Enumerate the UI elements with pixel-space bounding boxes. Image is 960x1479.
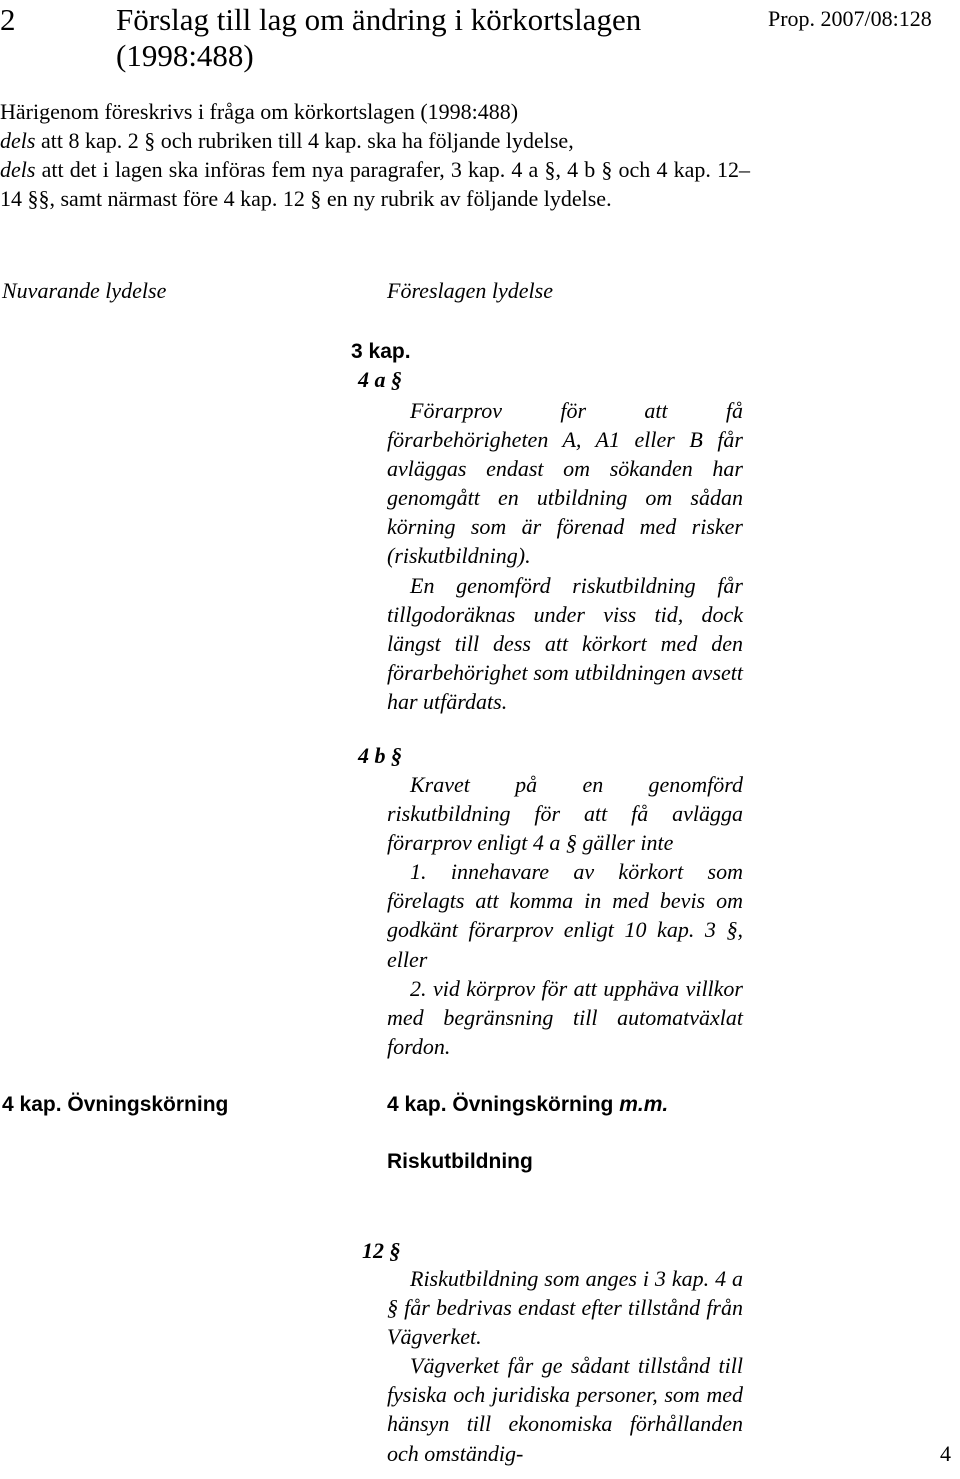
section-4b-item-2: 2. vid körprov för att upphäva villkor med begränsning till automatväxlat fordon.	[387, 975, 743, 1059]
intro-paragraph	[0, 97, 750, 213]
section-4a-paragraph-1: Förarprov för att få förarbehörigheten A, A1 eller B får avläggas endast om sökanden har genomgått en utbildning om sådan körning som är förenad med risker (riskutbildning).	[387, 398, 743, 569]
page-title: Förslag till lag om ändring i körkortslagen (1998:488)	[116, 2, 642, 73]
proposition-reference: Prop. 2007/08:128	[768, 6, 932, 31]
riskutbildning-subheading: Riskutbildning	[387, 1150, 533, 1173]
intro-line-3: att det i lagen ska införas fem nya paragrafer, 3 kap. 4 a §, 4 b § och 4 kap. 12–14 §§, samt närmast före 4 kap. 12 § en ny rubrik av följande lydelse.	[0, 157, 750, 211]
column-heading-current: Nuvarande lydelse	[2, 278, 167, 303]
chapter-4-heading-main: 4 kap. Övningskörning	[387, 1093, 614, 1116]
chapter-4-heading-proposed	[387, 1091, 668, 1119]
intro-line-2: att 8 kap. 2 § och rubriken till 4 kap. ska ha följande lydelse,	[35, 128, 574, 153]
chapter-4-heading-suffix: m.m.	[613, 1093, 669, 1116]
dels-word-1: dels	[0, 128, 36, 153]
section-4b-paragraph-1: Kravet på en genomförd riskutbildning för att få avlägga förarprov enligt 4 a § gäller inte	[387, 772, 743, 856]
section-4a-paragraph-2: En genomförd riskutbildning får tillgodoräknas under viss tid, dock längst till dess att körkort med den förarbehörighet som utbildningen avsett har utfärdats.	[387, 572, 743, 714]
section-4a-text	[387, 396, 743, 716]
section-12-paragraph-2: Vägverket får ge sådant tillstånd till fysiska och juridiska personer, som med hänsyn till ekonomiska förhållanden och omständig-	[387, 1353, 743, 1466]
chapter-4-heading-current: 4 kap. Övningskörning	[2, 1093, 229, 1116]
section-4b-text	[387, 770, 743, 1061]
section-4b-item-1: 1. innehavare av körkort som förelagts att komma in med bevis om godkänt förarprov enligt 10 kap. 3 §, eller	[387, 859, 743, 972]
page-number: 4	[940, 1441, 951, 1466]
section-12-label: 12 §	[362, 1238, 401, 1263]
intro-line-1: Härigenom föreskrivs i fråga om körkortslagen (1998:488)	[0, 99, 519, 124]
section-4b-label: 4 b §	[358, 743, 402, 768]
section-12-paragraph-1: Riskutbildning som anges i 3 kap. 4 a § får bedrivas endast efter tillstånd från Vägverket.	[387, 1266, 743, 1350]
section-12-text	[387, 1264, 743, 1468]
chapter-3-heading: 3 kap.	[351, 340, 411, 363]
chapter-number: 2	[0, 2, 16, 37]
dels-word-2: dels	[0, 157, 36, 182]
column-heading-proposed: Föreslagen lydelse	[387, 278, 553, 303]
section-4a-label: 4 a §	[358, 367, 402, 392]
